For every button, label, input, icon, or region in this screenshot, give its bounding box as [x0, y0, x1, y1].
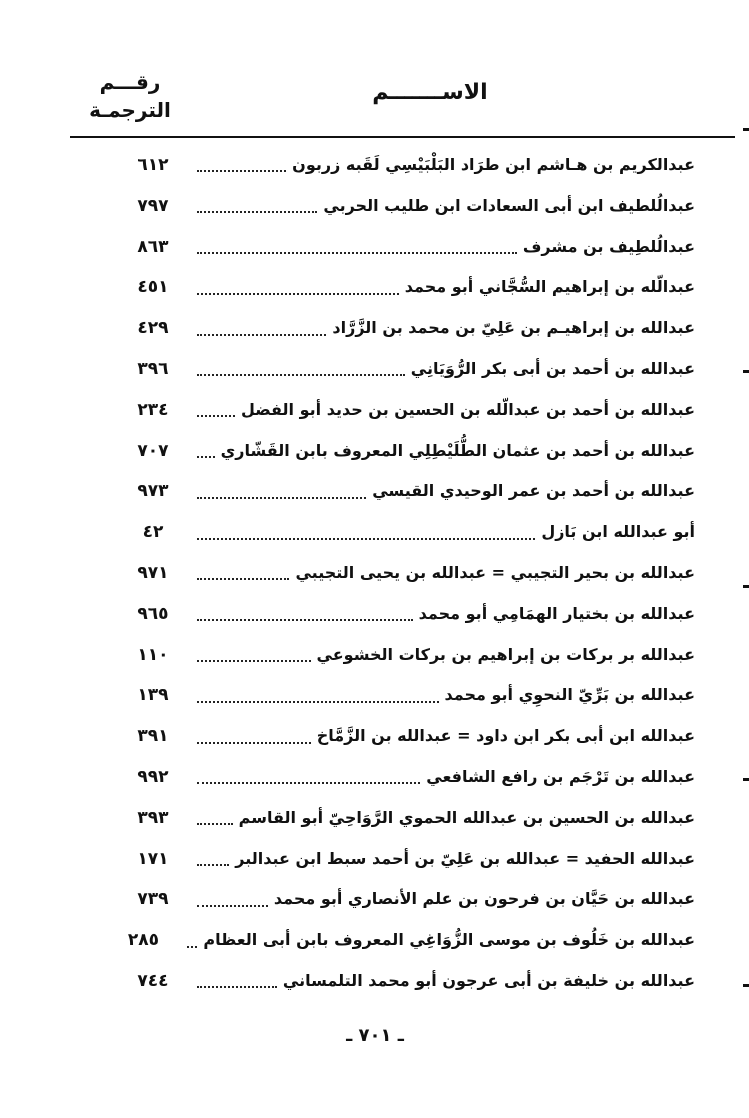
- dot-leader: [197, 660, 311, 662]
- index-entry: [75, 798, 695, 839]
- edge-mark: [743, 984, 749, 987]
- entry-number: ٧٤٤: [137, 970, 169, 991]
- index-entry: [75, 920, 695, 961]
- entry-name: عبدالله بن أحمد بن عمر الوحيدي القيسي: [372, 481, 695, 501]
- entry-name: عبدالّله بن إبراهيم السُّجَّاني أبو محمد: [404, 277, 695, 297]
- entry-name: عبدالكريم بن هـاشم ابن طرَاد البَلْبَيْسِي لَقَبه زربون: [292, 155, 695, 174]
- header-divider: [70, 136, 735, 138]
- dot-leader: [197, 456, 215, 458]
- entry-number: ٣٩٦: [137, 358, 169, 379]
- index-entry: [75, 961, 695, 1002]
- dot-leader: [197, 823, 233, 825]
- number-header-line2: الترجمـة: [89, 98, 171, 122]
- entry-name: عبدالله بن الحسين بن عبدالله الحموي الرَّوَاحِيّ أبو القاسم: [238, 807, 695, 827]
- entry-name: عبدالُلطيف ابن أبى السعادات ابن طليب الحربي: [323, 195, 695, 215]
- number-column-header: [75, 68, 185, 124]
- index-entry: [75, 839, 695, 880]
- entry-name: عبدالله بن بحير التجيبي = عبدالله بن يحيى التجيبي: [295, 562, 695, 582]
- dot-leader: [197, 334, 326, 336]
- entry-number: ٧٣٩: [137, 889, 169, 910]
- edge-mark: [743, 370, 749, 373]
- entry-name: عبدالله ابن أبى بكر ابن داود = عبدالله بن الزَّمَّاخ: [316, 726, 695, 746]
- dot-leader: [197, 415, 235, 417]
- entry-number: ٢٨٥: [127, 930, 159, 951]
- dot-leader: [197, 742, 311, 744]
- index-entry: [75, 594, 695, 635]
- entry-number: ٧٠٧: [137, 440, 169, 461]
- entry-name: عبدالله بن أحمد بن عبدالّله بن الحسين بن حديد أبو الفضل: [240, 399, 695, 419]
- index-entry: [75, 675, 695, 716]
- index-entry: [75, 431, 695, 472]
- entry-number: ٩٧١: [137, 562, 169, 583]
- index-entry: [75, 186, 695, 227]
- edge-mark: [743, 778, 749, 781]
- entry-name: عبدالله بن أحمد بن عثمان الطُّلَيْطِلِي المعروف بابن القَشّاري: [220, 440, 695, 460]
- number-header-line1: رقـــم: [99, 70, 161, 94]
- dot-leader: [197, 986, 277, 988]
- entry-name: عبدالله بن خليفة بن أبى عرجون أبو محمد التلمساني: [282, 970, 695, 990]
- dot-leader: [197, 905, 268, 907]
- index-entry: [75, 227, 695, 268]
- edge-mark: [743, 128, 749, 131]
- index-entry: [75, 349, 695, 390]
- entry-name: عبدالله بر بركات بن إبراهيم بن بركات الخشوعي: [316, 644, 695, 664]
- entry-number: ٢٣٤: [137, 399, 169, 420]
- name-column-header: الاســـــــم: [372, 80, 488, 105]
- entry-number: ٩٩٢: [137, 766, 169, 787]
- entry-name: أبو عبدالله ابن بَازل: [541, 522, 695, 542]
- index-entry: [75, 267, 695, 308]
- dot-leader: [197, 211, 317, 213]
- entry-number: ٩٧٣: [137, 481, 169, 502]
- index-entry: [75, 308, 695, 349]
- entry-number: ٣٩٣: [137, 807, 169, 828]
- entry-number: ٦١٢: [137, 155, 169, 175]
- entry-number: ٣٩١: [137, 726, 169, 747]
- edge-mark: [743, 585, 749, 588]
- index-entry: [75, 553, 695, 594]
- entry-name: عبدالُلطِيف بن مشرف: [522, 236, 695, 256]
- index-entry: [75, 716, 695, 757]
- index-entry: [75, 879, 695, 920]
- entry-name: عبدالله بن بَرِّيّ النحوِي أبو محمد: [444, 685, 695, 705]
- entry-name: عبدالله الحفيد = عبدالله بن عَلِيّ بن أحمد سبط ابن عبدالبر: [235, 848, 695, 868]
- index-entry: [75, 145, 695, 186]
- entry-number: ٩٦٥: [137, 603, 169, 624]
- page-number: ـ ٧٠١ ـ: [346, 1025, 404, 1046]
- entry-number: ٤٢٩: [137, 318, 169, 339]
- index-entry: [75, 390, 695, 431]
- dot-leader: [197, 864, 229, 866]
- index-entry: [75, 757, 695, 798]
- dot-leader: [197, 538, 535, 540]
- entry-name: عبدالله بن تَرْجَم بن رافع الشافعي: [426, 766, 695, 786]
- index-entry: [75, 512, 695, 553]
- entry-name: عبدالله بن أحمد بن أبى بكر الرُّوَيَانِي: [410, 358, 695, 378]
- index-entries: [75, 145, 695, 1002]
- entry-name: عبدالله بن حَيَّان بن فرحون بن علم الأنصاري أبو محمد: [273, 889, 695, 909]
- dot-leader: [197, 497, 366, 499]
- dot-leader: [187, 946, 197, 948]
- dot-leader: [197, 293, 399, 295]
- entry-number: ١٧١: [137, 848, 169, 869]
- dot-leader: [197, 170, 286, 172]
- dot-leader: [197, 374, 405, 376]
- entry-number: ١٣٩: [137, 685, 169, 706]
- dot-leader: [197, 578, 289, 580]
- dot-leader: [197, 252, 517, 254]
- dot-leader: [197, 619, 413, 621]
- entry-name: عبدالله بن إبراهيـم بن عَلِيّ بن محمد بن الزَّرَّاد: [332, 318, 695, 338]
- dot-leader: [197, 782, 420, 784]
- entry-name: عبدالله بن خَلُوف بن موسى الزُّوَاغِي المعروف بابن أبى العظام: [203, 930, 695, 950]
- index-entry: [75, 635, 695, 676]
- entry-number: ٧٩٧: [137, 195, 169, 216]
- index-entry: [75, 471, 695, 512]
- entry-number: ٤٢: [142, 522, 164, 543]
- dot-leader: [197, 701, 439, 703]
- entry-name: عبدالله بن بختيار الهمَامِي أبو محمد: [418, 603, 695, 623]
- entry-number: ٨٦٣: [137, 236, 169, 257]
- entry-number: ١١٠: [137, 644, 169, 665]
- entry-number: ٤٥١: [137, 277, 169, 298]
